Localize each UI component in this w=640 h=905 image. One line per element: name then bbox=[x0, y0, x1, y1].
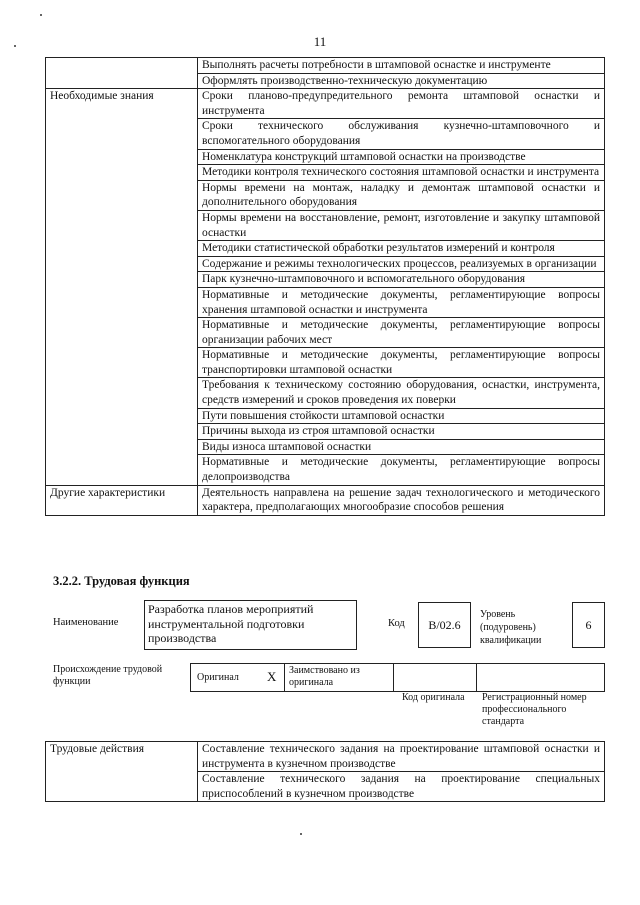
table-cell: Содержание и режимы технологических процессов, реализуемых в организации bbox=[198, 256, 605, 272]
function-name: Разработка планов мероприятий инструментальной подготовки производства bbox=[148, 602, 314, 645]
row-label bbox=[46, 58, 198, 89]
table-cell: Причины выхода из строя штамповой оснастки bbox=[198, 424, 605, 440]
code-label: Код bbox=[388, 618, 405, 629]
row-label: Необходимые знания bbox=[46, 89, 198, 485]
table-cell: Пути повышения стойкости штамповой оснастки bbox=[198, 408, 605, 424]
level-label: Уровень (подуровень) квалификации bbox=[480, 609, 542, 646]
table-cell: Методики статистической обработки результатов измерений и контроля bbox=[198, 241, 605, 257]
reg-number-cell bbox=[476, 663, 605, 692]
table-cell: Нормативные и методические документы, регламентирующие вопросы делопроизводства bbox=[198, 455, 605, 485]
table-cell: Виды износа штамповой оснастки bbox=[198, 439, 605, 455]
table-cell: Нормативные и методические документы, регламентирующие вопросы транспортировки штамповой оснастки bbox=[198, 348, 605, 378]
function-code: B/02.6 bbox=[428, 617, 461, 632]
labor-actions-table bbox=[45, 741, 605, 802]
table-row bbox=[46, 742, 605, 772]
scan-dot bbox=[40, 14, 42, 16]
code-box bbox=[418, 602, 471, 648]
labor-actions-label: Трудовые действия bbox=[46, 742, 198, 802]
original-cell bbox=[190, 663, 285, 692]
origin-label: Происхождение трудовой функции bbox=[53, 664, 163, 687]
table-cell: Деятельность направлена на решение задач технологического и методического характера, предполагающих многообразие способов решения bbox=[198, 485, 605, 515]
skills-table bbox=[45, 57, 605, 516]
table-cell: Нормы времени на монтаж, наладку и демонтаж штамповой оснастки и дополнительного оборудования bbox=[198, 180, 605, 210]
table-cell: Нормы времени на восстановление, ремонт, изготовление и закупку штамповой оснастки bbox=[198, 210, 605, 240]
table-cell: Нормативные и методические документы, регламентирующие вопросы организации рабочих мест bbox=[198, 318, 605, 348]
section-title: 3.2.2. Трудовая функция bbox=[53, 574, 190, 588]
labor-action-item: Составление технического задания на проектирование специальных приспособлений в кузнечном производстве bbox=[198, 772, 605, 802]
table-cell: Сроки планово-предупредительного ремонта штамповой оснастки и инструмента bbox=[198, 89, 605, 119]
reg-number-caption: Регистрационный номер профессионального стандарта bbox=[482, 692, 587, 727]
table-cell: Парк кузнечно-штамповочного и вспомогательного оборудования bbox=[198, 272, 605, 288]
table-cell: Сроки технического обслуживания кузнечно-штамповочного и вспомогательного оборудования bbox=[198, 119, 605, 149]
original-label: Оригинал bbox=[197, 672, 239, 683]
table-cell: Выполнять расчеты потребности в штамповой оснастке и инструменте bbox=[198, 58, 605, 74]
level-value: 6 bbox=[585, 617, 592, 632]
table-cell: Методики контроля технического состояния штамповой оснастки и инструмента bbox=[198, 165, 605, 181]
table-cell: Оформлять производственно-техническую документацию bbox=[198, 73, 605, 89]
table-row bbox=[46, 485, 605, 515]
row-label: Другие характеристики bbox=[46, 485, 198, 515]
table-cell: Нормативные и методические документы, регламентирующие вопросы хранения штамповой оснастки и инструмента bbox=[198, 287, 605, 317]
function-name-box bbox=[144, 600, 357, 650]
code-original-caption: Код оригинала bbox=[402, 692, 465, 703]
scan-dot bbox=[300, 833, 302, 835]
level-box bbox=[572, 602, 605, 648]
table-cell: Номенклатура конструкций штамповой оснастки на производстве bbox=[198, 149, 605, 165]
table-cell: Требования к техническому состоянию оборудования, оснастки, инструмента, средств измерений и сроков проведения их поверки bbox=[198, 378, 605, 408]
borrowed-label: Заимствовано из оригинала bbox=[289, 665, 360, 688]
page-number: 11 bbox=[313, 34, 327, 49]
labor-action-item: Составление технического задания на проектирование штамповой оснастки и инструмента в кузнечном производстве bbox=[198, 742, 605, 772]
code-original-cell bbox=[393, 663, 477, 692]
name-label: Наименование bbox=[53, 617, 119, 628]
original-mark: X bbox=[267, 669, 277, 684]
borrowed-cell bbox=[284, 663, 394, 692]
table-row bbox=[46, 58, 605, 74]
table-row bbox=[46, 89, 605, 119]
